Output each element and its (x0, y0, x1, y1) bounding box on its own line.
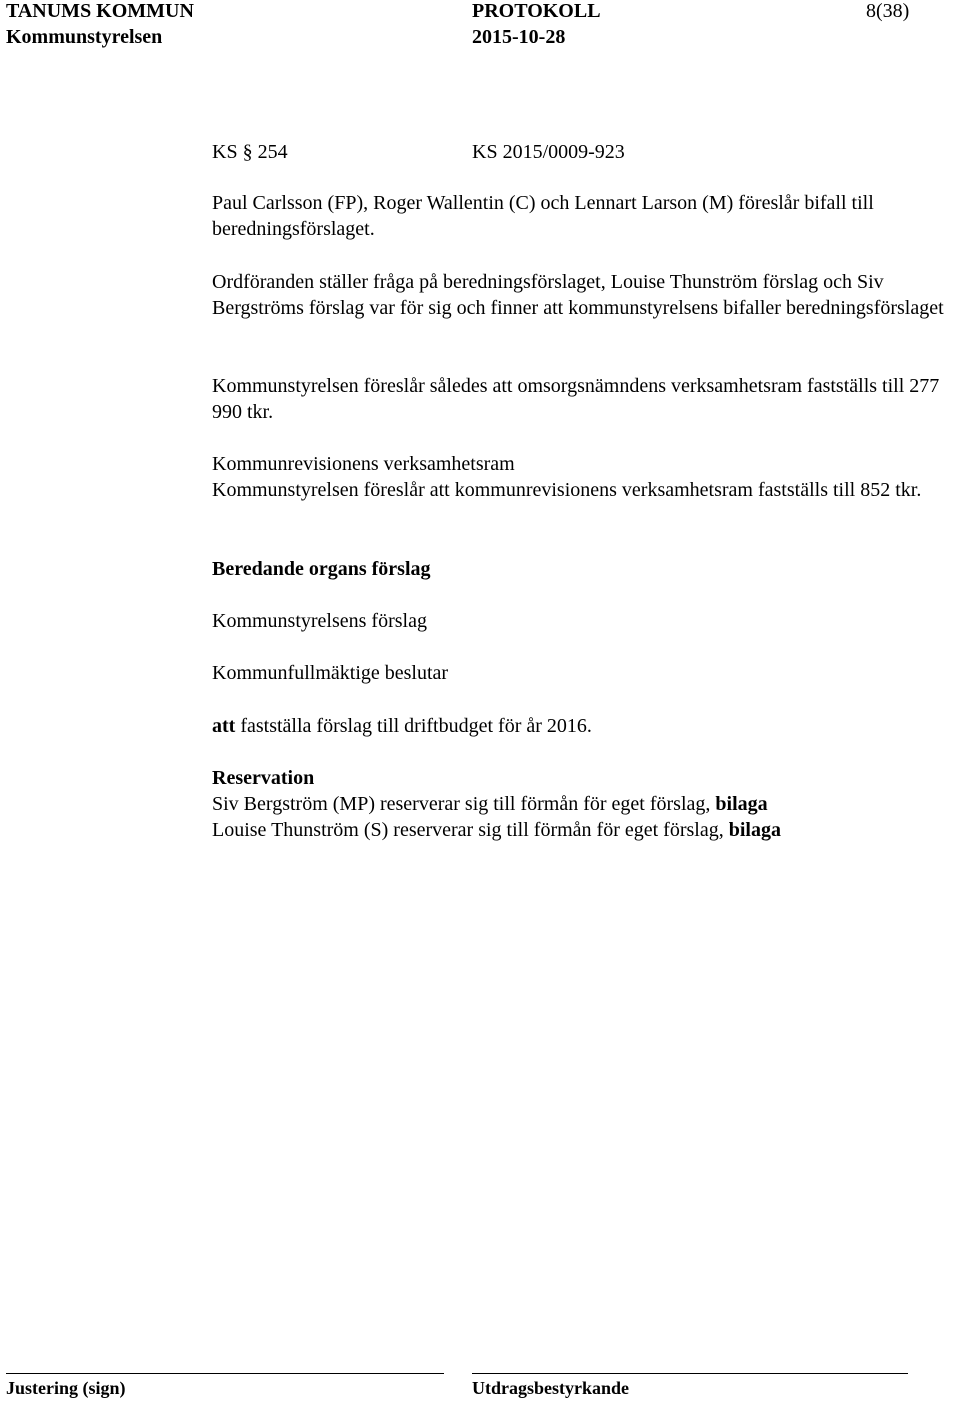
proposal-paragraph (212, 190, 960, 242)
signature-rule-left (6, 1373, 444, 1374)
ks-label: KS (212, 141, 238, 163)
meeting-date: 2015-10-28 (472, 26, 566, 48)
reservation-line-2 (212, 817, 781, 843)
reservation-1-attachment: bilaga (715, 793, 768, 815)
section-symbol: § (242, 141, 253, 163)
kf-beslutar-text: Kommunfullmäktige beslutar (212, 662, 449, 684)
chair-question-text: Ordföranden ställer fråga på beredningsförslaget, Louise Thunström förslag och Siv Bergströms förslag var för sig och finner att kommunstyrelsens bifaller beredningsförslaget (212, 271, 944, 319)
reservation-1-text: Siv Bergström (MP) reserverar sig till förmån för eget förslag, (212, 793, 716, 815)
revision-text: Kommunstyrelsen föreslår att kommunrevisionens verksamhetsram fastställs till 852 tkr. (212, 479, 922, 501)
reservation-2-text: Louise Thunström (S) reserverar sig till förmån för eget förslag, (212, 819, 729, 841)
decision-text: fastställa förslag till driftbudget för år 2016. (235, 715, 592, 737)
revision-paragraph (212, 451, 960, 503)
beredande-heading: Beredande organs förslag (212, 558, 431, 580)
org-name: TANUMS KOMMUN (6, 0, 194, 22)
utdragsbestyrkande-label: Utdragsbestyrkande (472, 1378, 630, 1398)
reservation-line-1 (212, 791, 768, 817)
justering-label: Justering (sign) (6, 1378, 126, 1398)
section-number: 254 (257, 141, 288, 163)
reservation-heading: Reservation (212, 767, 315, 789)
ks-forslag-heading: Kommunstyrelsens förslag (212, 610, 427, 632)
att-keyword: att (212, 715, 236, 737)
document-type: PROTOKOLL (472, 0, 601, 22)
reservation-2-attachment: bilaga (728, 819, 781, 841)
page-number: 8(38) (866, 0, 910, 22)
omsorg-frame-text: Kommunstyrelsen föreslår således att omsorgsnämndens verksamhetsram fastställs till 277 990 tkr. (212, 375, 940, 423)
revision-heading: Kommunrevisionens verksamhetsram (212, 453, 515, 475)
chair-question-paragraph (212, 269, 960, 321)
proposal-text: Paul Carlsson (FP), Roger Wallentin (C) och Lennart Larson (M) föreslår bifall till beredningsförslaget. (212, 192, 874, 240)
department-name: Kommunstyrelsen (6, 26, 163, 48)
omsorg-frame-paragraph (212, 373, 960, 425)
decision-line (212, 713, 592, 739)
diary-number: KS 2015/0009-923 (472, 141, 625, 163)
section-reference (212, 139, 288, 165)
signature-rule-right (472, 1373, 908, 1374)
